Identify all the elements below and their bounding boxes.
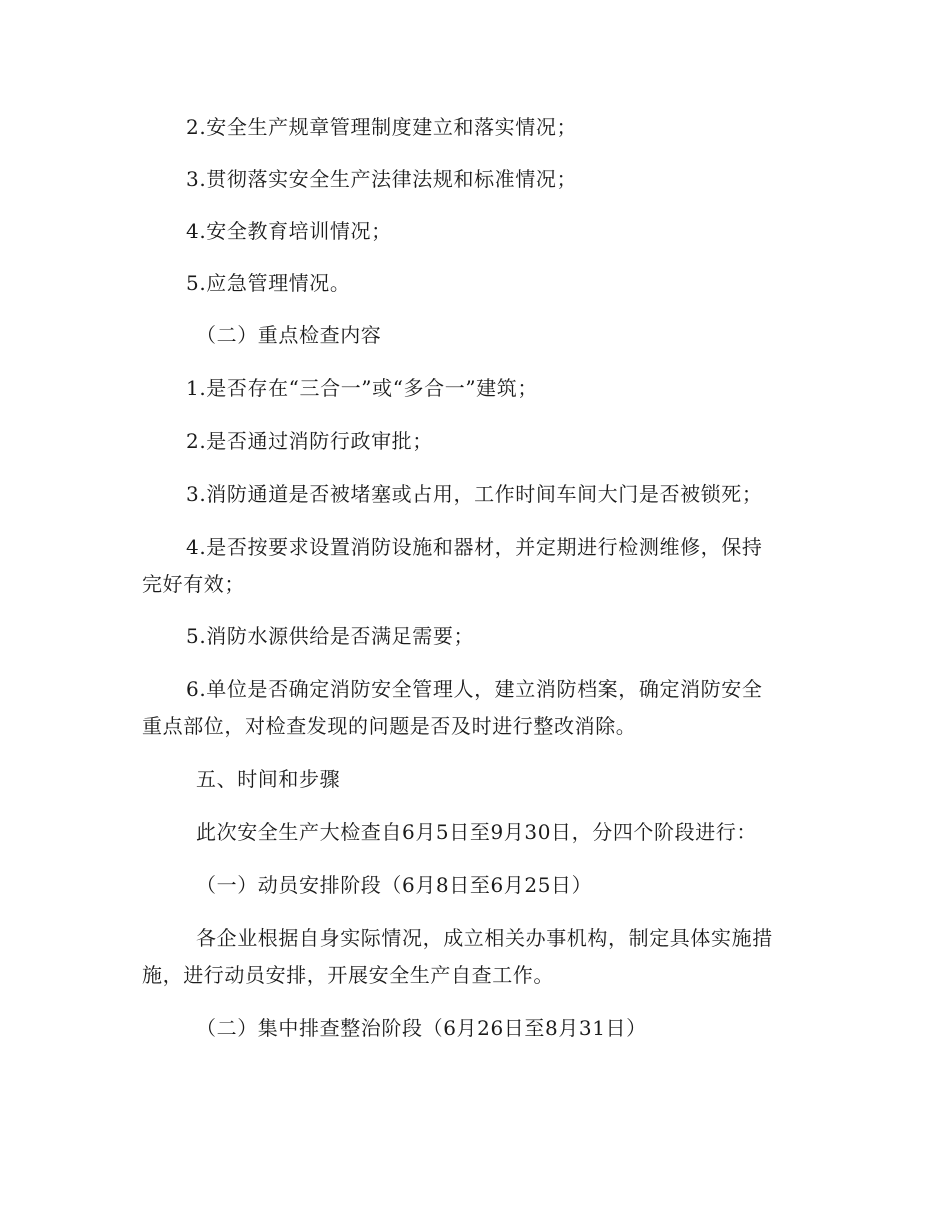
section-heading-key-content: （二）重点检查内容 [196, 323, 382, 347]
key-item-5: 5.消防水源供给是否满足需要； [186, 624, 475, 648]
mobilization-paragraph: 各企业根据自身实际情况，成立相关办事机构，制定具体实施措 [196, 926, 773, 950]
section-heading-time-steps: 五、时间和步骤 [196, 767, 341, 791]
mobilization-paragraph-continued: 施，进行动员安排，开展安全生产自查工作。 [142, 963, 554, 987]
key-item-3: 3.消防通道是否被堵塞或占用，工作时间车间大门是否被锁死； [186, 482, 763, 506]
key-item-2: 2.是否通过消防行政审批； [186, 429, 433, 453]
stage-heading-rectification: （二）集中排查整治阶段（6月26日至8月31日） [196, 1016, 647, 1040]
check-item-2: 2.安全生产规章管理制度建立和落实情况； [186, 115, 578, 139]
stage-heading-mobilization: （一）动员安排阶段（6月8日至6月25日） [196, 873, 593, 897]
check-item-4: 4.安全教育培训情况； [186, 219, 392, 243]
check-item-5: 5.应急管理情况。 [186, 271, 351, 295]
key-item-6: 6.单位是否确定消防安全管理人，建立消防档案，确定消防安全 [186, 677, 763, 701]
check-item-3: 3.贯彻落实安全生产法律法规和标准情况； [186, 167, 578, 191]
key-item-6-continued: 重点部位，对检查发现的问题是否及时进行整改消除。 [142, 714, 637, 738]
key-item-4-continued: 完好有效； [142, 572, 245, 596]
key-item-1: 1.是否存在“三合一”或“多合一”建筑； [186, 376, 538, 400]
key-item-4: 4.是否按要求设置消防设施和器材，并定期进行检测维修，保持 [186, 535, 763, 559]
schedule-paragraph: 此次安全生产大检查自6月5日至9月30日，分四个阶段进行： [196, 820, 758, 844]
